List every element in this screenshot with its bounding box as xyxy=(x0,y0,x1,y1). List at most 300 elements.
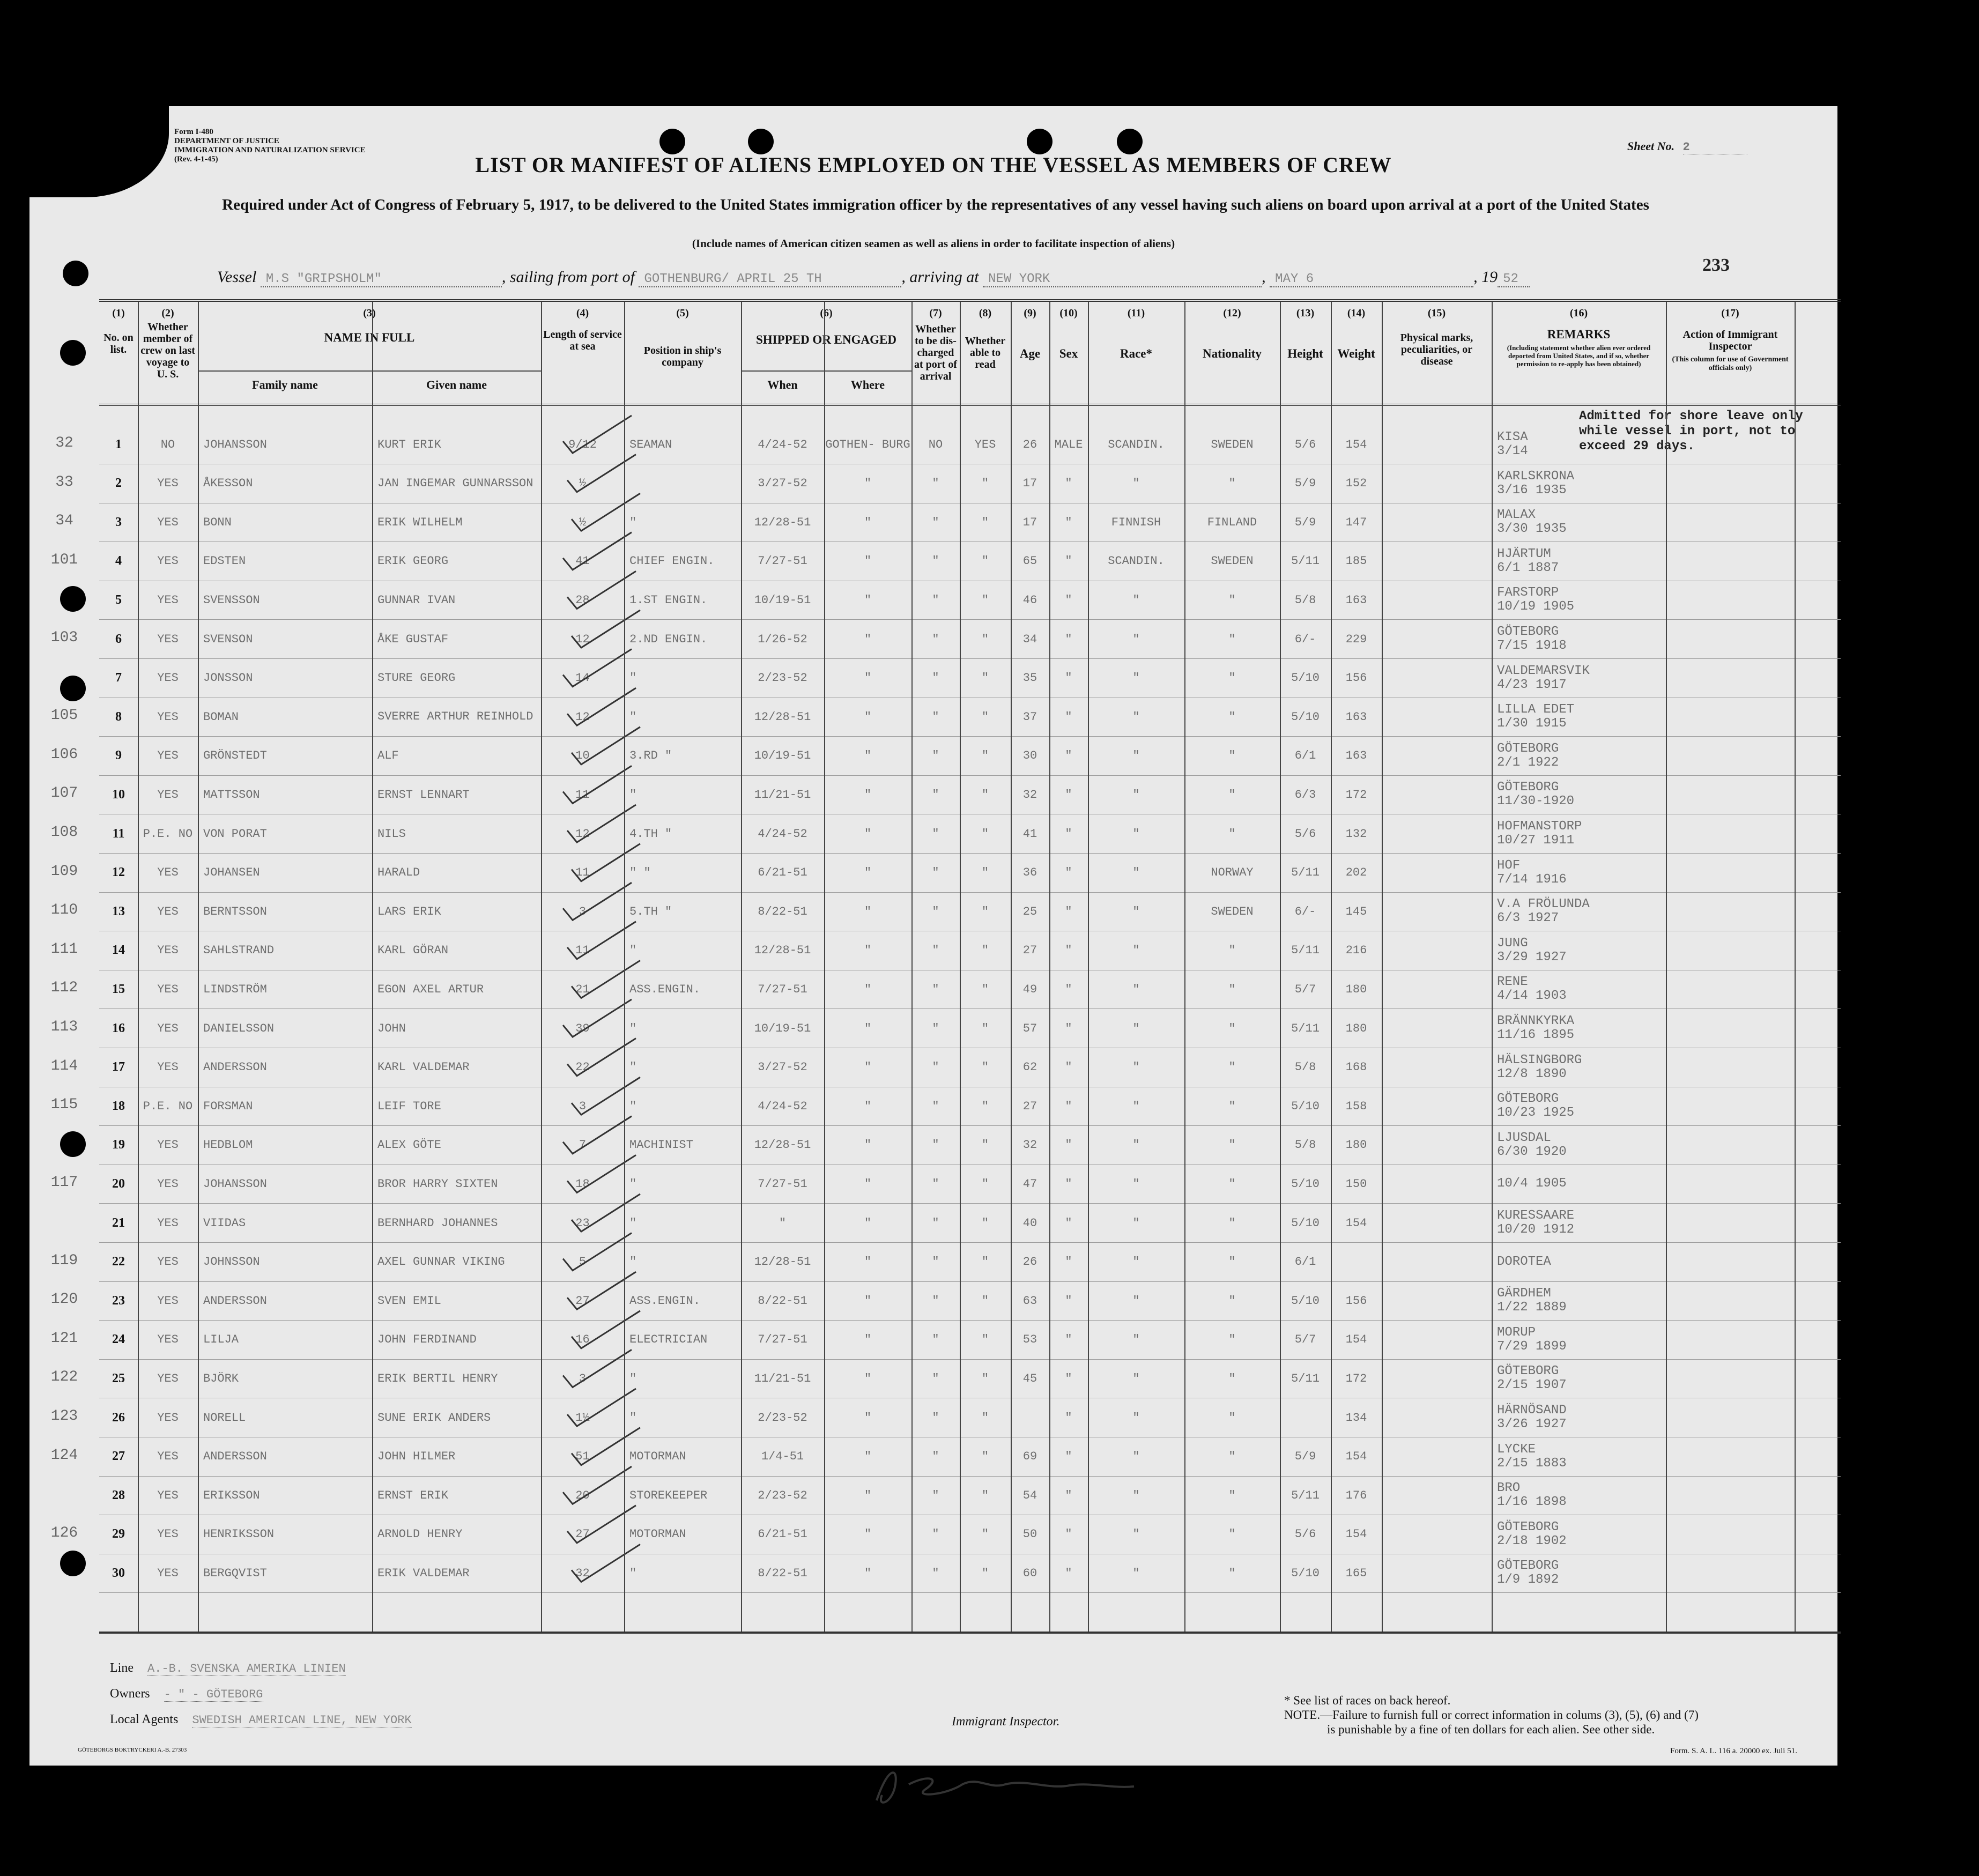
check-mark xyxy=(572,1428,640,1465)
cell-where: " xyxy=(864,1566,872,1580)
cell-position: MACHINIST xyxy=(629,1138,693,1152)
cell-when: 4/24-52 xyxy=(758,827,807,841)
footer-notes: * See list of races on back hereof. NOTE.—Failure to furnish full or correct information in colums (3), (5), (6) and (7) is punishable by a fine of ten dollars for each alien. See other side. xyxy=(1284,1694,1699,1736)
cell-family: ANDERSSON xyxy=(203,1294,267,1308)
cell-crew: YES xyxy=(157,1138,179,1152)
cell-read: " xyxy=(981,1528,989,1541)
cell-disch: " xyxy=(932,1371,939,1385)
cell-sex: " xyxy=(1065,593,1072,607)
cell-weight: 150 xyxy=(1345,1177,1367,1191)
cell-race: " xyxy=(1132,1021,1140,1035)
cell-when: 7/27-51 xyxy=(758,1177,807,1191)
cell-no: 30 xyxy=(112,1566,125,1580)
cell-read: " xyxy=(981,632,989,646)
cell-weight: 134 xyxy=(1345,1411,1367,1425)
remark-place: GÖTEBORG xyxy=(1497,625,1559,639)
cell-nat: " xyxy=(1228,1255,1236,1269)
cell-position: " xyxy=(629,1411,637,1425)
remark-place: RENE xyxy=(1497,975,1528,990)
remark-place: JUNG xyxy=(1497,936,1528,951)
line-field: Line A.-B. SVENSKA AMERIKA LINIEN xyxy=(110,1661,346,1675)
cell-height: 5/10 xyxy=(1291,1294,1320,1308)
cell-given: GUNNAR IVAN xyxy=(377,593,456,607)
cell-disch: " xyxy=(932,1450,939,1464)
cell-crew: YES xyxy=(157,515,179,529)
cell-read: " xyxy=(981,1488,989,1502)
cell-no: 25 xyxy=(112,1371,125,1385)
cell-sex: " xyxy=(1065,1294,1072,1308)
punch-hole xyxy=(60,1131,86,1157)
cell-when: 8/22-51 xyxy=(758,904,807,918)
cell-weight: 176 xyxy=(1345,1488,1367,1502)
cell-race: " xyxy=(1132,982,1140,996)
remark-date: 6/3 1927 xyxy=(1497,911,1559,926)
cell-weight: 132 xyxy=(1345,827,1367,841)
remark-place: GÄRDHEM xyxy=(1497,1286,1551,1301)
cell-height: 5/11 xyxy=(1291,1021,1320,1035)
cell-family: EDSTEN xyxy=(203,554,246,568)
cell-when: 3/27-52 xyxy=(758,477,807,491)
cell-no: 20 xyxy=(112,1176,125,1191)
cell-disch: " xyxy=(932,1061,939,1074)
cell-no: 21 xyxy=(112,1215,125,1230)
check-mark xyxy=(567,688,636,725)
cell-race: " xyxy=(1132,944,1140,958)
local-agents-field: Local Agents SWEDISH AMERICAN LINE, NEW YORK xyxy=(110,1712,412,1727)
sheet-number: Sheet No. 2 xyxy=(1627,139,1747,154)
manifest-line-number: 34 xyxy=(55,513,73,530)
cell-weight: 216 xyxy=(1345,944,1367,958)
cell-position: " xyxy=(629,1177,637,1191)
cell-service: 32 xyxy=(575,1566,590,1580)
cell-sex: " xyxy=(1065,1528,1072,1541)
cell-crew: YES xyxy=(157,1255,179,1269)
cell-crew: YES xyxy=(157,554,179,568)
cell-no: 6 xyxy=(115,632,122,646)
cell-age: 63 xyxy=(1022,1294,1037,1308)
remark-place: LYCKE xyxy=(1497,1442,1536,1457)
cell-service: 23 xyxy=(575,1216,590,1230)
cell-read: " xyxy=(981,982,989,996)
cell-service: 21 xyxy=(575,982,590,996)
cell-nat: NORWAY xyxy=(1211,866,1254,880)
cell-given: JOHN HILMER xyxy=(377,1450,456,1464)
cell-read: " xyxy=(981,1450,989,1464)
cell-nat: " xyxy=(1228,632,1236,646)
cell-race: " xyxy=(1132,1566,1140,1580)
remark-date: 3/14 xyxy=(1497,444,1528,458)
remark-date: 3/30 1935 xyxy=(1497,522,1567,537)
column-rule xyxy=(960,302,961,1632)
cell-when: 4/24-52 xyxy=(758,1099,807,1113)
cell-read: " xyxy=(981,593,989,607)
cell-given: EGON AXEL ARTUR xyxy=(377,982,484,996)
cell-given: HARALD xyxy=(377,866,420,880)
cell-where: " xyxy=(864,1177,872,1191)
cell-sex: " xyxy=(1065,1021,1072,1035)
cell-where: " xyxy=(864,515,872,529)
cell-read: " xyxy=(981,554,989,568)
printer-mark: GÖTEBORGS BOKTRYCKERI A.-B. 27303 xyxy=(78,1747,187,1753)
cell-age: 37 xyxy=(1022,710,1037,724)
cell-disch: " xyxy=(932,1255,939,1269)
cell-where: " xyxy=(864,1488,872,1502)
cell-given: ERIK BERTIL HENRY xyxy=(377,1371,498,1385)
cell-family: FORSMAN xyxy=(203,1099,253,1113)
manifest-line-number: 109 xyxy=(50,863,78,880)
cell-family: DANIELSSON xyxy=(203,1021,275,1035)
check-mark xyxy=(572,960,640,998)
cell-family: JOHANSEN xyxy=(203,866,260,880)
cell-sex: " xyxy=(1065,515,1072,529)
remark-place: HÄRNÖSAND xyxy=(1497,1403,1567,1418)
cell-disch: " xyxy=(932,749,939,763)
cell-given: KARL VALDEMAR xyxy=(377,1061,470,1074)
remark-place: GÖTEBORG xyxy=(1497,741,1559,756)
cell-age: 46 xyxy=(1022,593,1037,607)
cell-crew: YES xyxy=(157,1021,179,1035)
cell-no: 22 xyxy=(112,1255,125,1269)
cell-disch: " xyxy=(932,554,939,568)
cell-race: " xyxy=(1132,1488,1140,1502)
punch-hole xyxy=(63,261,88,286)
column-rule xyxy=(1280,302,1281,1632)
cell-service: 7 xyxy=(579,1138,587,1152)
cell-sex: " xyxy=(1065,1177,1072,1191)
cell-sex: " xyxy=(1065,1099,1072,1113)
cell-when: 11/21-51 xyxy=(754,788,811,802)
cell-when: 2/23-52 xyxy=(758,1488,807,1502)
remark-place: LJUSDAL xyxy=(1497,1130,1551,1145)
cell-family: LINDSTRÖM xyxy=(203,982,267,996)
cell-no: 14 xyxy=(112,943,125,958)
cell-nat: " xyxy=(1228,1333,1236,1347)
cell-sex: " xyxy=(1065,1216,1072,1230)
cell-race: " xyxy=(1132,1138,1140,1152)
cell-no: 3 xyxy=(115,515,122,529)
cell-race: " xyxy=(1132,593,1140,607)
cell-weight: 156 xyxy=(1345,1294,1367,1308)
cell-height: 5/10 xyxy=(1291,710,1320,724)
column-rule xyxy=(624,302,625,1632)
cell-crew: YES xyxy=(157,788,179,802)
cell-race: SCANDIN. xyxy=(1108,554,1165,568)
cell-no: 26 xyxy=(112,1410,125,1425)
remark-place: MORUP xyxy=(1497,1325,1536,1340)
column-rule xyxy=(1088,302,1089,1632)
cell-service: 14 xyxy=(575,671,590,685)
punch-hole xyxy=(60,340,86,366)
cell-service: ½ xyxy=(579,477,587,491)
cell-age: 26 xyxy=(1022,438,1037,451)
cell-read: " xyxy=(981,866,989,880)
cell-nat: SWEDEN xyxy=(1211,554,1254,568)
cell-weight: 185 xyxy=(1345,554,1367,568)
cell-race: " xyxy=(1132,1177,1140,1191)
check-mark xyxy=(563,1466,632,1504)
torn-corner xyxy=(29,106,169,197)
check-mark xyxy=(567,1389,636,1426)
cell-race: " xyxy=(1132,1216,1140,1230)
cell-position: 3.RD " xyxy=(629,749,672,763)
cell-no: 9 xyxy=(115,748,122,763)
manifest-line-number: 101 xyxy=(50,551,78,568)
remark-place: GÖTEBORG xyxy=(1497,780,1559,795)
cell-sex: " xyxy=(1065,477,1072,491)
form-footer: Form. S. A. L. 116 a. 20000 ex. Juli 51. xyxy=(1670,1747,1797,1755)
check-mark xyxy=(567,1506,636,1543)
cell-age: 47 xyxy=(1022,1177,1037,1191)
cell-crew: YES xyxy=(157,904,179,918)
cell-age: 32 xyxy=(1022,1138,1037,1152)
owners-field: Owners - " - GÖTEBORG xyxy=(110,1687,263,1701)
cell-read: " xyxy=(981,827,989,841)
check-mark xyxy=(563,1116,632,1154)
cell-height: 6/3 xyxy=(1294,788,1316,802)
remark-place: GÖTEBORG xyxy=(1497,1092,1559,1107)
cell-where: " xyxy=(864,1216,872,1230)
punch-hole xyxy=(60,676,86,701)
cell-sex: " xyxy=(1065,749,1072,763)
punch-hole xyxy=(748,129,774,154)
cell-height: 6/- xyxy=(1294,904,1316,918)
cell-crew: YES xyxy=(157,1333,179,1347)
cell-height: 5/9 xyxy=(1294,1450,1316,1464)
cell-read: " xyxy=(981,1138,989,1152)
cell-service: 20 xyxy=(575,1488,590,1502)
cell-no: 24 xyxy=(112,1332,125,1347)
cell-age: 25 xyxy=(1022,904,1037,918)
check-mark xyxy=(563,1349,632,1387)
cell-read: " xyxy=(981,1411,989,1425)
manifest-line-number: 119 xyxy=(50,1252,78,1269)
cell-given: AXEL GUNNAR VIKING xyxy=(377,1255,505,1269)
vessel-name: M.S "GRIPSHOLM" xyxy=(261,272,502,287)
cell-when: 10/19-51 xyxy=(754,749,811,763)
sailing-from: GOTHENBURG/ APRIL 25 TH xyxy=(639,272,901,287)
cell-nat: " xyxy=(1228,593,1236,607)
cell-family: SVENSON xyxy=(203,632,253,646)
cell-race: SCANDIN. xyxy=(1108,438,1165,451)
cell-where: " xyxy=(864,1099,872,1113)
cell-family: ANDERSSON xyxy=(203,1450,267,1464)
check-mark xyxy=(567,571,636,609)
remark-date: 10/23 1925 xyxy=(1497,1106,1575,1121)
cell-family: BONN xyxy=(203,515,232,529)
cell-service: 12 xyxy=(575,710,590,724)
remark-date: 10/4 1905 xyxy=(1497,1176,1567,1191)
cell-nat: " xyxy=(1228,1216,1236,1230)
cell-where: " xyxy=(864,671,872,685)
cell-age: 54 xyxy=(1022,1488,1037,1502)
cell-sex: " xyxy=(1065,1566,1072,1580)
cell-race: " xyxy=(1132,1255,1140,1269)
cell-disch: " xyxy=(932,1099,939,1113)
punch-hole xyxy=(1117,129,1143,154)
manifest-line-number: 123 xyxy=(50,1408,78,1425)
cell-family: BERGQVIST xyxy=(203,1566,267,1580)
cell-crew: YES xyxy=(157,1488,179,1502)
cell-weight: 156 xyxy=(1345,671,1367,685)
cell-where: " xyxy=(864,1061,872,1074)
cell-weight: 154 xyxy=(1345,1528,1367,1541)
manifest-line-number: 122 xyxy=(50,1369,78,1386)
remark-place: GÖTEBORG xyxy=(1497,1519,1559,1534)
cell-height: 5/8 xyxy=(1294,593,1316,607)
cell-nat: FINLAND xyxy=(1207,515,1257,529)
cell-where: " xyxy=(864,554,872,568)
vessel-line: Vessel M.S "GRIPSHOLM" , sailing from port of GOTHENBURG/ APRIL 25 TH , arriving at NEW YORK , MAY 6 , 19 52 xyxy=(217,268,1530,287)
cell-crew: YES xyxy=(157,671,179,685)
cell-nat: " xyxy=(1228,1450,1236,1464)
cell-age: 57 xyxy=(1022,1021,1037,1035)
cell-service: 12 xyxy=(575,632,590,646)
cell-service: 22 xyxy=(575,1061,590,1074)
cell-when: 1/4-51 xyxy=(761,1450,804,1464)
column-rule xyxy=(1049,302,1050,1632)
cell-race: " xyxy=(1132,710,1140,724)
cell-crew: YES xyxy=(157,1294,179,1308)
arriving-at: NEW YORK xyxy=(983,272,1262,287)
cell-age: 34 xyxy=(1022,632,1037,646)
cell-where: " xyxy=(864,866,872,880)
cell-weight: 168 xyxy=(1345,1061,1367,1074)
cell-race: " xyxy=(1132,671,1140,685)
cell-disch: " xyxy=(932,710,939,724)
cell-race: " xyxy=(1132,1294,1140,1308)
cell-family: HEDBLOM xyxy=(203,1138,253,1152)
remark-date: 6/1 1887 xyxy=(1497,560,1559,575)
remark-place: VALDEMARSVIK xyxy=(1497,663,1590,678)
cell-read: " xyxy=(981,1294,989,1308)
cell-service: 3 xyxy=(579,1371,587,1385)
remark-place: GÖTEBORG xyxy=(1497,1559,1559,1574)
stamp-number: 233 xyxy=(1702,255,1730,275)
remark-date: 2/15 1907 xyxy=(1497,1378,1567,1393)
cell-height: 5/9 xyxy=(1294,477,1316,491)
cell-where: " xyxy=(864,1021,872,1035)
cell-family: BOMAN xyxy=(203,710,239,724)
cell-service: 11 xyxy=(575,788,590,802)
manifest-line-number: 113 xyxy=(50,1019,78,1035)
manifest-line-number: 106 xyxy=(50,746,78,763)
cell-given: KARL GÖRAN xyxy=(377,944,449,958)
cell-read: " xyxy=(981,904,989,918)
cell-family: VON PORAT xyxy=(203,827,267,841)
cell-given: JAN INGEMAR GUNNARSSON xyxy=(377,476,533,490)
remark-date: 6/30 1920 xyxy=(1497,1144,1567,1159)
cell-read: " xyxy=(981,788,989,802)
cell-no: 5 xyxy=(115,592,122,607)
manifest-line-number: 33 xyxy=(55,473,73,491)
cell-family: BJÖRK xyxy=(203,1371,239,1385)
inspector-signature xyxy=(866,1763,1145,1811)
cell-nat: " xyxy=(1228,749,1236,763)
cell-race: " xyxy=(1132,1333,1140,1347)
cell-family: SAHLSTRAND xyxy=(203,944,275,958)
cell-age: 40 xyxy=(1022,1216,1037,1230)
cell-age: 27 xyxy=(1022,944,1037,958)
cell-weight: 172 xyxy=(1345,1371,1367,1385)
cell-height: 5/7 xyxy=(1294,1333,1316,1347)
cell-where: " xyxy=(864,827,872,841)
punch-hole xyxy=(60,1551,86,1576)
cell-no: 4 xyxy=(115,554,122,568)
cell-nat: SWEDEN xyxy=(1211,438,1254,451)
cell-service: 11 xyxy=(575,944,590,958)
column-rule xyxy=(1492,302,1493,1632)
check-mark xyxy=(567,455,636,492)
cell-sex: " xyxy=(1065,1488,1072,1502)
cell-crew: YES xyxy=(157,1411,179,1425)
cell-when: 12/28-51 xyxy=(754,515,811,529)
cell-position: ELECTRICIAN xyxy=(629,1333,708,1347)
cell-nat: " xyxy=(1228,1411,1236,1425)
cell-age: 45 xyxy=(1022,1371,1037,1385)
cell-when: 2/23-52 xyxy=(758,1411,807,1425)
cell-race: " xyxy=(1132,477,1140,491)
cell-when: 12/28-51 xyxy=(754,1255,811,1269)
check-mark xyxy=(563,766,632,803)
cell-race: " xyxy=(1132,788,1140,802)
manifest-line-number: 124 xyxy=(50,1447,78,1464)
cell-position: ASS.ENGIN. xyxy=(629,982,701,996)
cell-height: 5/11 xyxy=(1291,866,1320,880)
manifest-title: LIST OR MANIFEST OF ALIENS EMPLOYED ON THE VESSEL AS MEMBERS OF CREW xyxy=(475,153,1392,177)
cell-sex: " xyxy=(1065,710,1072,724)
cell-race: " xyxy=(1132,904,1140,918)
cell-no: 18 xyxy=(112,1099,125,1113)
cell-service: 10 xyxy=(575,749,590,763)
cell-when: " xyxy=(779,1216,787,1230)
cell-no: 2 xyxy=(115,476,122,491)
remark-date: 2/15 1883 xyxy=(1497,1456,1567,1471)
cell-given: ERIK GEORG xyxy=(377,554,449,568)
cell-read: " xyxy=(981,1371,989,1385)
cell-family: JOHANSSON xyxy=(203,438,267,451)
cell-position: MOTORMAN xyxy=(629,1528,686,1541)
cell-given: JOHN xyxy=(377,1021,406,1035)
cell-height: 5/6 xyxy=(1294,1528,1316,1541)
cell-no: 23 xyxy=(112,1293,125,1308)
cell-nat: " xyxy=(1228,944,1236,958)
punch-hole xyxy=(60,586,86,612)
cell-disch: " xyxy=(932,1294,939,1308)
cell-nat: " xyxy=(1228,1528,1236,1541)
cell-service: 3 xyxy=(579,1099,587,1113)
cell-read: " xyxy=(981,1216,989,1230)
cell-no: 13 xyxy=(112,904,125,918)
cell-when: 6/21-51 xyxy=(758,866,807,880)
cell-disch: " xyxy=(932,866,939,880)
cell-crew: YES xyxy=(157,1177,179,1191)
cell-height: 6/1 xyxy=(1294,1255,1316,1269)
cell-position: STOREKEEPER xyxy=(629,1488,708,1502)
remark-date: 2/18 1902 xyxy=(1497,1533,1567,1548)
cell-when: 12/28-51 xyxy=(754,1138,811,1152)
manifest-line-number: 126 xyxy=(50,1524,78,1541)
cell-race: " xyxy=(1132,749,1140,763)
cell-when: 7/27-51 xyxy=(758,1333,807,1347)
cell-weight: 202 xyxy=(1345,866,1367,880)
cell-read: " xyxy=(981,749,989,763)
cell-weight: 172 xyxy=(1345,788,1367,802)
cell-given: STURE GEORG xyxy=(377,671,456,685)
cell-family: MATTSSON xyxy=(203,788,260,802)
cell-where: " xyxy=(864,1333,872,1347)
cell-given: ERNST LENNART xyxy=(377,788,470,802)
cell-given: ALEX GÖTE xyxy=(377,1138,441,1152)
